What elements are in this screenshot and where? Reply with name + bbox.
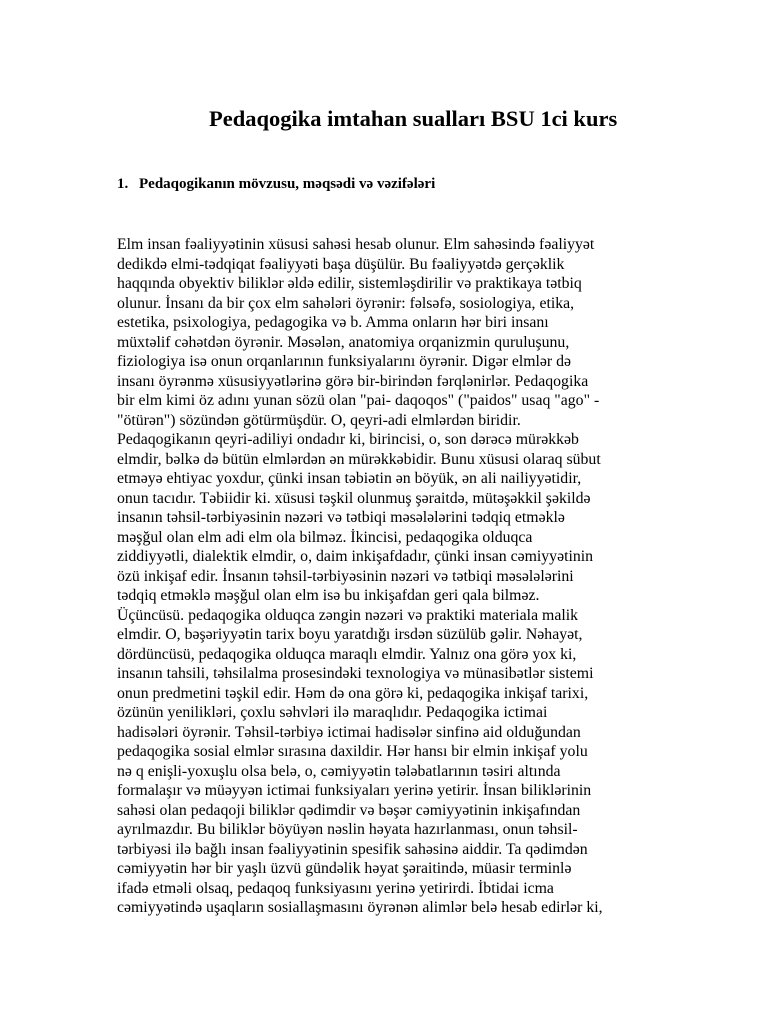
section-heading-text: Pedaqogikanın mövzusu, məqsədi və vəzifələri [139,176,436,192]
paragraph-line: olunur. İnsanı da bir çox elm sahələri öyrənir: fəlsəfə, sosiologiya, etika, [117,294,575,312]
paragraph-line: məşğul olan elm adi elm ola bilməz. İkincisi, pedaqogika olduqca [117,528,533,546]
paragraph-line: hadisələri öyrənir. Təhsil-tərbiyə ictimai hadisələr sinfinə aid olduğundan [117,723,581,741]
paragraph-line: elmdir, bəlkə də bütün elmlərdən ən mürəkkəbidir. Bunu xüsusi olaraq sübut [117,450,601,468]
paragraph-line: onun tacıdır. Təbiidir ki. xüsusi təşkil olunmuş şəraitdə, mütəşəkkil şəkildə [117,489,591,507]
paragraph-line: formalaşır və müəyyən ictimai funksiyaları yerinə yetirir. İnsan biliklərinin [117,782,592,799]
paragraph-line: Üçüncüsü. pedaqogika olduqca zəngin nəzəri və praktiki materiala malik [117,606,579,624]
paragraph-line: özü inkişaf edir. İnsanın təhsil-tərbiyəsinin nəzəri və tətbiqi məsələlərini [117,567,574,585]
paragraph-line: fiziologiya isə onun orqanlarının funksiyalarını öyrənir. Digər elmlər də [117,353,572,370]
paragraph-line: tədqiq etməklə məşğul olan elm isə bu inkişafdan geri qala bilməz. [117,587,540,604]
paragraph-line: "ötürən") sözündən götürmüşdür. O, qeyri-adi elmlərdən biridir. [117,411,521,429]
paragraph-line: cəmiyyətin hər bir yaşlı üzvü gündəlik həyat şəraitində, müasir terminlə [117,860,572,877]
section-heading [117,176,435,193]
body-paragraph [117,235,677,918]
paragraph-line: onun predmetini təşkil edir. Həm də ona görə ki, pedaqogika inkişaf tarixi, [117,684,589,702]
paragraph-line: dedikdə elmi-tədqiqat fəaliyyəti başa düşülür. Bu fəaliyyətdə gerçəklik [117,255,565,273]
paragraph-line: ziddiyyətli, dialektik elmdir, o, daim inkişafdadır, çünki insan cəmiyyətinin [117,548,594,565]
section-number: 1. [117,176,129,192]
paragraph-line: müxtəlif cəhətdən öyrənir. Məsələn, anatomiya orqanizmin quruluşunu, [117,333,570,351]
paragraph-line: tərbiyəsi ilə bağlı insan fəaliyyətinin spesifik sahəsinə aiddir. Ta qədimdən [117,840,588,858]
paragraph-line: Pedaqogikanın qeyri-adiliyi ondadır ki, birincisi, o, son dərəcə mürəkkəb [117,431,579,448]
paragraph-line: ayrılmazdır. Bu biliklər böyüyən nəslin həyata hazırlanması, onun təhsil- [117,821,578,838]
paragraph-line: haqqında obyektiv biliklər əldə edilir, sistemləşdirilir və praktikaya tətbiq [117,275,582,292]
paragraph-line: dördüncüsü, pedaqogika olduqca maraqlı elmdir. Yalnız ona görə yox ki, [117,645,577,663]
paragraph-line: etməyə ehtiyac yoxdur, çünki insan təbiətin ən böyük, ən ali nailiyyətidir, [117,470,582,487]
document-title: Pedaqogika imtahan sualları BSU 1ci kurs [209,106,618,131]
paragraph-line: insanı öyrənmə xüsusiyyətlərinə görə bir-birindən fərqlənirlər. Pedaqogika [117,372,589,390]
paragraph-line: insanın təhsil-tərbiyəsinin nəzəri və tətbiqi məsələlərini tədqiq etməklə [117,509,565,526]
paragraph-line: estetika, psixologiya, pedagogika və b. Amma onların hər biri insanı [117,314,549,331]
paragraph-line: sahəsi olan pedaqoji biliklər qədimdir və bəşər cəmiyyətinin inkişafından [117,801,581,819]
paragraph-line: cəmiyyətində uşaqların sosiallaşmasını öyrənən alimlər belə hesab edirlər ki, [117,899,603,916]
paragraph-line: nə q enişli-yoxuşlu olsa belə, o, cəmiyyətin tələbatlarının təsiri altında [117,762,561,780]
paragraph-line: pedaqogika sosial elmlər sırasına daxildir. Hər hansı bir elmin inkişaf yolu [117,743,588,760]
paragraph-line: Elm insan fəaliyyətinin xüsusi sahəsi hesab olunur. Elm sahəsində fəaliyyət [117,236,595,253]
paragraph-line: elmdir. O, bəşəriyyətin tarix boyu yaratdığı irsdən süzülüb gəlir. Nəhayət, [117,626,583,643]
paragraph-line: ifadə etməli olsaq, pedaqoq funksiyasını yerinə yetirirdi. İbtidai icma [117,879,554,897]
paragraph-line: özünün yenilikləri, çoxlu səhvləri ilə maraqlıdır. Pedaqogika ictimai [117,704,548,721]
paragraph-line: bir elm kimi öz adını yunan sözü olan "pai- daqoqos" ("paidos" usaq "ago" - [117,392,600,409]
paragraph-line: insanın tahsili, təhsilalma prosesindəki texnologiya və münasibətlər sistemi [117,665,594,682]
